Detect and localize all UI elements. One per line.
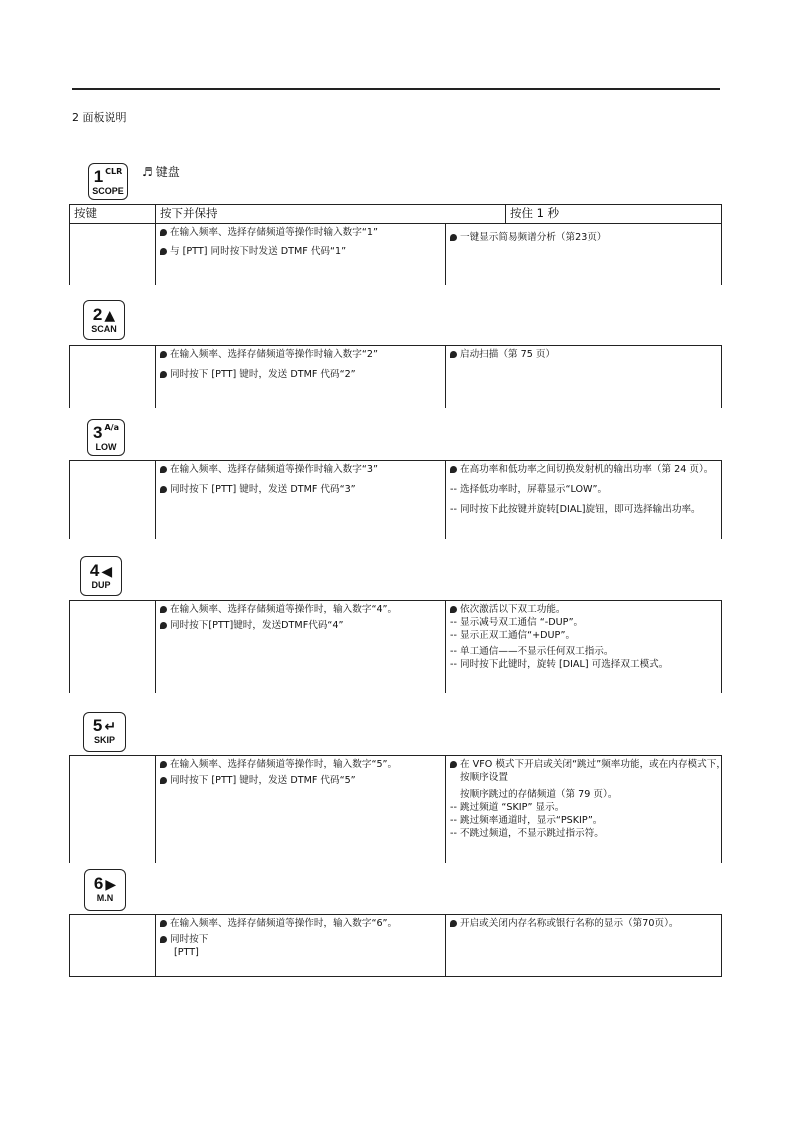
bullet-icon [450, 351, 457, 358]
bullet-icon [160, 777, 167, 784]
header-press: 按下并保持 [156, 205, 506, 224]
music-note-icon: ♬ [142, 165, 153, 179]
bullet-icon [160, 351, 167, 358]
key-table-2 [69, 345, 722, 408]
bullet-icon [160, 622, 167, 629]
bullet-icon [450, 920, 457, 927]
key-table-5 [69, 755, 726, 863]
key-table-6 [69, 914, 722, 977]
key-2-icon: 2 ▲ SCAN [83, 300, 125, 340]
bullet-icon [160, 606, 167, 613]
key-3-icon: 3 $^{A/a}$ LOW [87, 419, 125, 456]
key-4-press: 在输入频率、选择存储频道等操作时，输入数字“4”。 同时按下[PTT]键时，发送DTMF代码“4” [156, 601, 446, 693]
key-1-hold: 一键显示简易频谱分析（第23页） [446, 223, 722, 285]
key-6-hold: 开启或关闭内存名称或银行名称的显示（第70页）。 [446, 915, 722, 977]
key-5-icon: 5 ↵ SKIP [83, 712, 126, 752]
bullet-icon [160, 936, 167, 943]
bullet-icon [160, 920, 167, 927]
key-6-icon: 6 ▶ M.N [84, 869, 126, 911]
key-1-icon: 1 $^{CLR}$ SCOPE [88, 163, 128, 200]
key-table-4 [69, 600, 722, 693]
key-1-press: 在输入频率、选择存储频道等操作时输入数字“1” 与 [PTT] 同时按下时发送 DTMF 代码“1” [156, 223, 446, 285]
enter-arrow-icon: ↵ [104, 719, 117, 735]
key-2-press: 在输入频率、选择存储频道等操作时输入数字“2” 同时按下 [PTT] 键时，发送 DTMF 代码“2” [156, 346, 446, 408]
header-key: 按键 [70, 205, 156, 224]
bullet-icon [160, 486, 167, 493]
key-4-icon: 4 ◀ DUP [80, 556, 122, 596]
header-hold: 按住 1 秒 [506, 205, 722, 224]
key-2-hold: 启动扫描（第 75 页） [446, 346, 722, 408]
bullet-icon [450, 234, 457, 241]
key-4-hold: 依次激活以下双工功能。 -- 显示减号双工通信 “-DUP”。 -- 显示正双工通信“+DUP”。 -- 单工通信——不显示任何双工指示。 -- 同时按下此键时，旋转 [DIAL] 可选择双工模式。 [446, 601, 722, 693]
key-table-3 [69, 460, 722, 539]
bullet-icon [160, 229, 167, 236]
bullet-icon [160, 466, 167, 473]
key-6-press: 在输入频率、选择存储频道等操作时，输入数字“6”。 同时按下 [PTT] [156, 915, 446, 977]
bullet-icon [160, 248, 167, 255]
key-5-hold: 在 VFO 模式下开启或关闭“跳过”频率功能，或在内存模式下， 按顺序设置 按顺序跳过的存储频道（第 79 页）。 -- 跳过频道 “SKIP” 显示。 -- 跳过频率通道时，显示“PSKIP”。 -- 不跳过频道，不显示跳过指示符。 [446, 756, 722, 863]
keyboard-label: ♬ 键盘 [142, 165, 180, 179]
bullet-icon [160, 371, 167, 378]
bullet-icon [450, 761, 457, 768]
bullet-icon [450, 606, 457, 613]
bullet-icon [450, 466, 457, 473]
key-5-press: 在输入频率、选择存储频道等操作时，输入数字“5”。 同时按下 [PTT] 键时，发送 DTMF 代码“5” [156, 756, 446, 863]
bullet-icon [160, 761, 167, 768]
key-table-1 [69, 204, 722, 285]
top-rule [72, 88, 720, 90]
key-3-hold: 在高功率和低功率之间切换发射机的输出功率（第 24 页）。 -- 选择低功率时，屏幕显示“LOW”。 -- 同时按下此按键并旋转[DIAL]旋钮，即可选择输出功率。 [446, 461, 722, 539]
key-3-press: 在输入频率、选择存储频道等操作时输入数字“3” 同时按下 [PTT] 键时，发送 DTMF 代码“3” [156, 461, 446, 539]
section-title: 2 面板说明 [72, 111, 127, 124]
